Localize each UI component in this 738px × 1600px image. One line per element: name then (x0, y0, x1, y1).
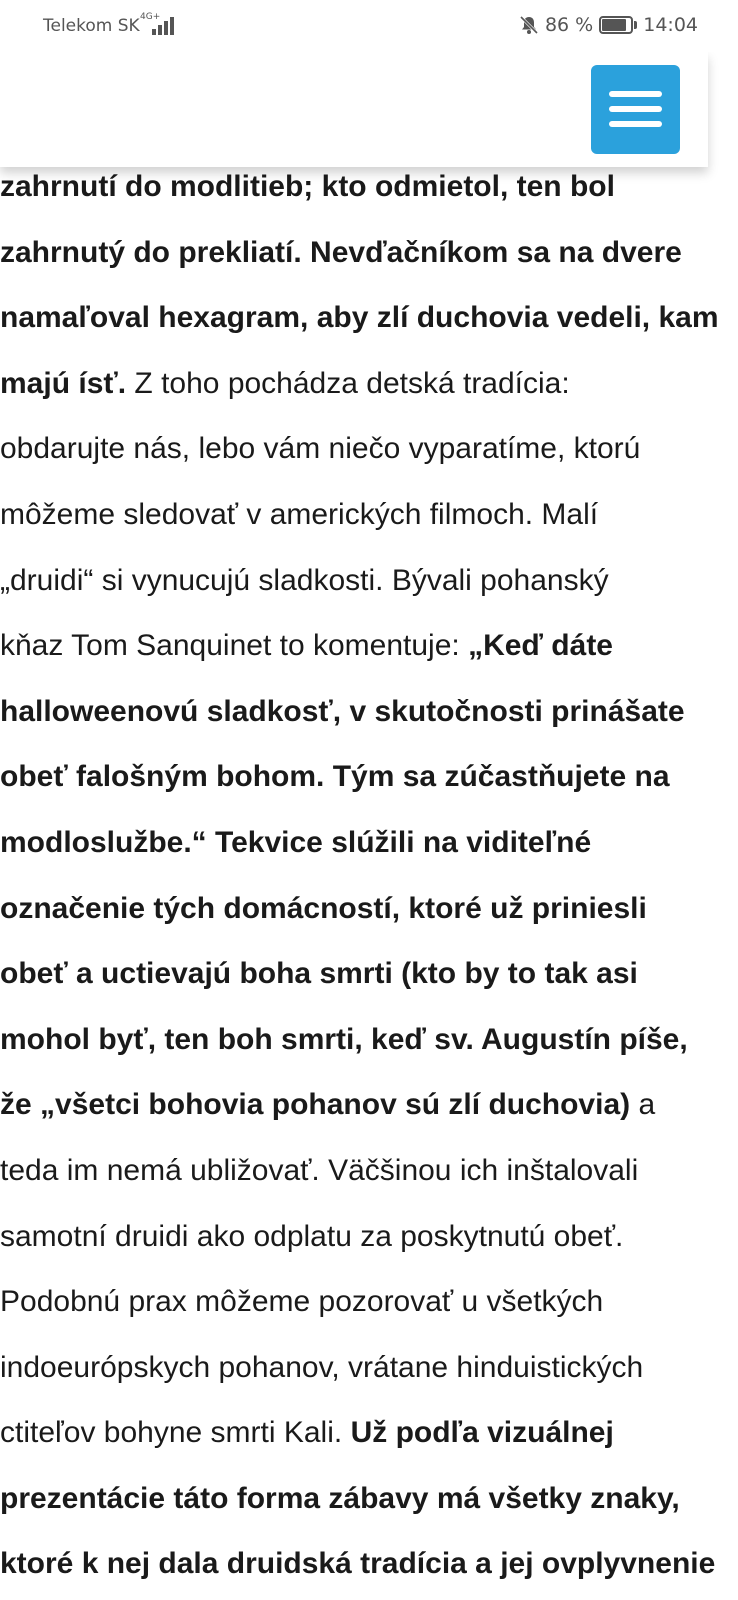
body-text: „druidi“ si vynucujú sladkosti. Bývali pohanský (0, 563, 609, 597)
article-line (0, 220, 720, 286)
bold-text: halloweenovú sladkosť, v skutočnosti prinášate (0, 694, 685, 728)
article-line (0, 1072, 720, 1138)
article-line (0, 285, 720, 351)
article-line (0, 548, 720, 614)
bold-text: obeť a uctievajú boha smrti (kto by to tak asi (0, 957, 638, 991)
bold-text: mohol byť, ten boh smrti, keď sv. Augustín píše, (0, 1022, 688, 1056)
article-line (0, 810, 720, 876)
article-line (0, 679, 720, 745)
bold-text: majú ísť. (0, 366, 127, 400)
signal-icon (140, 12, 180, 38)
article-line (0, 876, 720, 942)
site-header (0, 52, 708, 167)
article-line (0, 1007, 720, 1073)
bold-text: obeť falošným bohom. Tým sa zúčastňujete na (0, 760, 670, 794)
body-text: Z toho pochádza detská tradícia: (126, 366, 570, 400)
article-line (0, 744, 720, 810)
carrier-name: Telekom SK (43, 16, 140, 36)
body-text: môžeme sledovať v amerických filmoch. Malí (0, 497, 599, 531)
bold-text: modloslužbe.“ Tekvice slúžili na viditeľné (0, 825, 592, 859)
article-line (0, 1400, 720, 1466)
article-line (0, 941, 720, 1007)
article-line (0, 1138, 720, 1204)
bold-text: zahrnutí do modlitieb; kto odmietol, ten bol (0, 170, 615, 203)
bell-off-icon (519, 15, 539, 35)
hamburger-icon (609, 91, 662, 97)
body-text: kňaz Tom Sanquinet to komentuje: (0, 629, 469, 663)
article-line (0, 613, 720, 679)
article-line (0, 351, 720, 417)
clock: 14:04 (643, 14, 698, 36)
article-line (0, 1269, 720, 1335)
battery-percent: 86 % (544, 14, 594, 36)
battery-icon (599, 15, 637, 35)
article-line (0, 1335, 720, 1401)
status-right (519, 14, 698, 36)
body-text: a (630, 1088, 656, 1122)
network-type: 4G+ (140, 12, 161, 22)
bold-text: Už podľa vizuálnej (350, 1416, 614, 1450)
article-body (0, 154, 720, 1597)
bold-text: „Keď dáte (468, 629, 613, 663)
body-text: samotní druidi ako odplatu za poskytnutú obeť. (0, 1219, 624, 1253)
bold-text: že „všetci bohovia pohanov sú zlí duchovia) (0, 1088, 631, 1122)
body-text: ctiteľov bohyne smrti Kali. (0, 1416, 351, 1450)
body-text: Podobnú prax môžeme pozorovať u všetkých (0, 1285, 604, 1319)
article-line (0, 482, 720, 548)
bold-text: označenie tých domácností, ktoré už priniesli (0, 891, 647, 925)
status-bar (0, 0, 738, 52)
body-text: indoeurópskych pohanov, vrátane hinduistických (0, 1350, 644, 1384)
bold-text: prezentácie táto forma zábavy má všetky znaky, (0, 1481, 680, 1515)
hamburger-menu-button[interactable] (591, 65, 680, 154)
bold-text: zahrnutý do prekliatí. Nevďačníkom sa na dvere (0, 235, 682, 269)
bold-text: ktoré k nej dala druidská tradícia a jej ovplyvnenie (0, 1547, 716, 1581)
article-line (0, 1531, 720, 1597)
body-text: obdarujte nás, lebo vám niečo vyparatíme, ktorú (0, 432, 641, 466)
bold-text: namaľoval hexagram, aby zlí duchovia vedeli, kam (0, 301, 719, 335)
article-line (0, 1466, 720, 1532)
body-text: teda im nemá ubližovať. Väčšinou ich inštalovali (0, 1153, 639, 1187)
article-line (0, 1204, 720, 1270)
article-line (0, 416, 720, 482)
